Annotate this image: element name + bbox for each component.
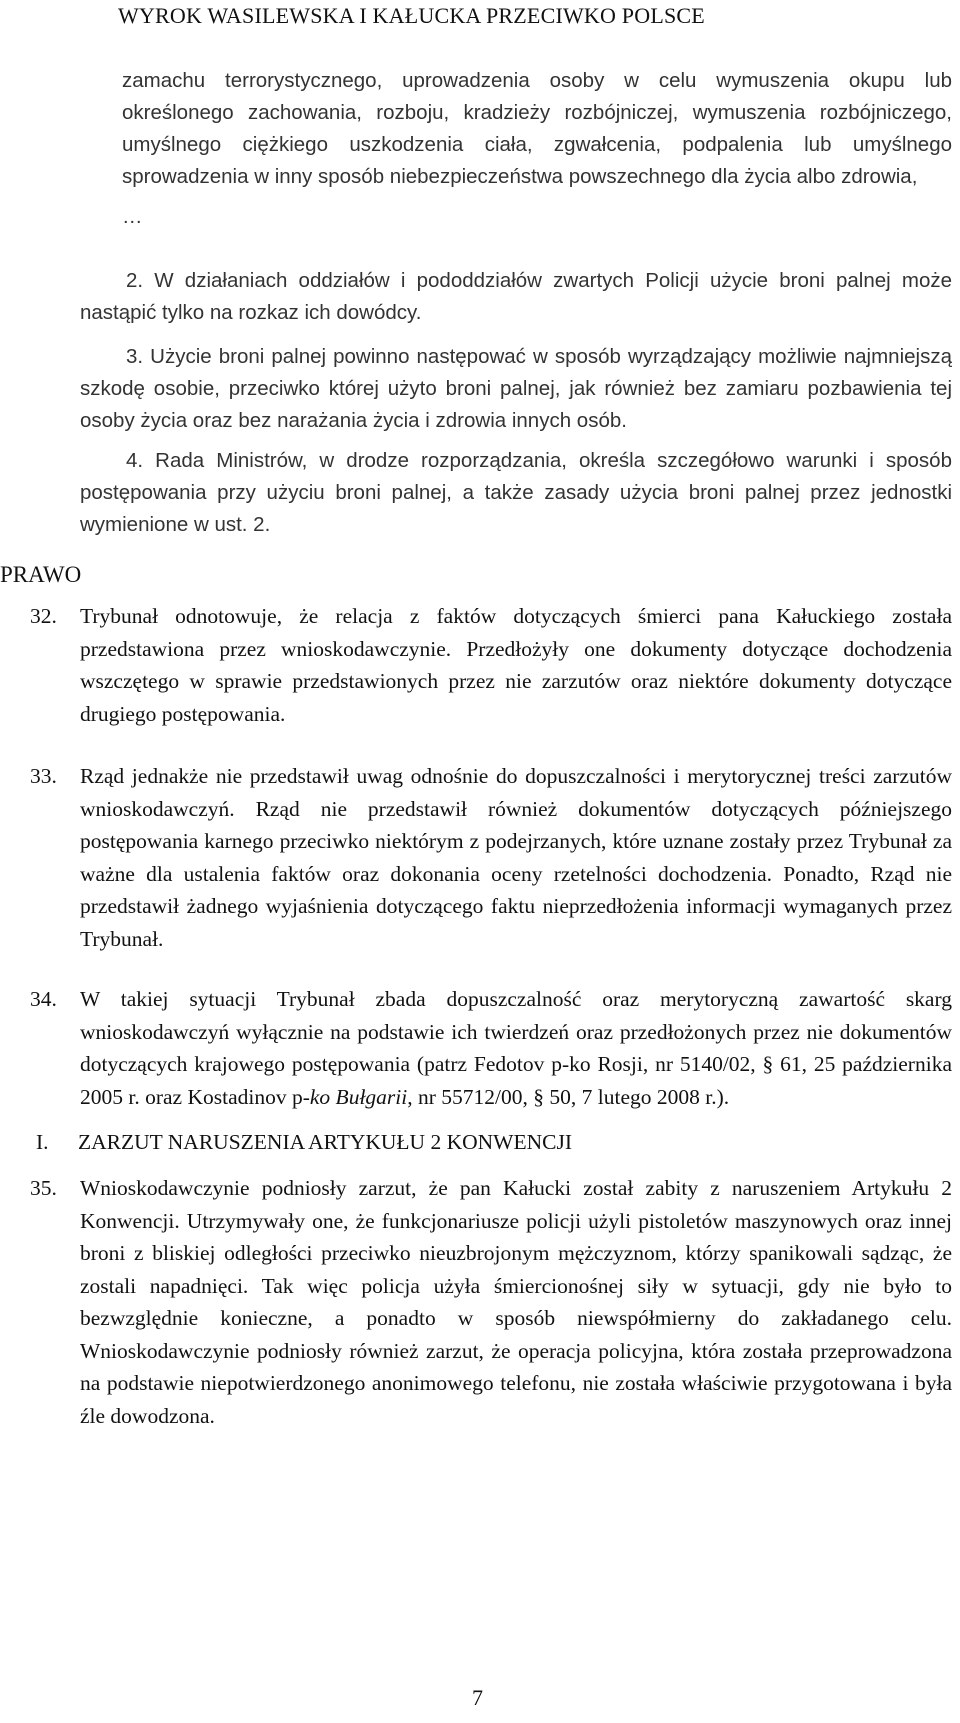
quote-ellipsis: …	[122, 205, 143, 228]
paragraph-35	[30, 1172, 952, 1432]
paragraph-33	[30, 760, 952, 955]
statute-item-2: 2. W działaniach oddziałów i pododdziałów zwartych Policji użycie broni palnej może nastąpić tylko na rozkaz ich dowódcy.	[80, 269, 952, 324]
paragraph-text-part: W takiej sytuacji Trybunał zbada dopuszczalność oraz merytoryczną zawartość skarg wnioskodawczyń wyłącznie na podstawie ich twierdzeń oraz przedłożonych przez nie dokumentów dotyczących krajowego postępowania (patrz Fedotov p-ko Rosji, nr 5140/02, § 61, 25 października 2005 r. oraz Kostadinov p-	[80, 987, 952, 1109]
page-header-title: WYROK WASILEWSKA I KAŁUCKA PRZECIWKO POLSCE	[118, 3, 705, 28]
paragraph-32	[30, 600, 952, 730]
paragraph-number: 35.	[30, 1176, 57, 1200]
quote-text: zamachu terrorystycznego, uprowadzenia osoby w celu wymuszenia okupu lub określonego zachowania, rozboju, kradzieży rozbójniczej, wymuszenia rozbójniczego, umyślnego ciężkiego uszkodzenia ciała, zgwałcenia, podpalenia lub umyślnego sprowadzenia w inny sposób niebezpieczeństwa powszechnego dla życia albo zdrowia,	[122, 69, 952, 188]
case-name-italic: ko Bułgarii	[309, 1084, 408, 1109]
heading-roman-numeral: I.	[36, 1130, 49, 1154]
paragraph-text: Rząd jednakże nie przedstawił uwag odnośnie do dopuszczalności i merytorycznej treści zarzutów wnioskodawczyń. Rząd nie przedstawił również dokumentów dotyczących późniejszego postępowania karnego przeciwko niektórym z podejrzanych, które uznane zostały przez Trybunał za ważne dla ustalenia faktów oraz dokonania oceny rzetelności dochodzenia. Ponadto, Rząd nie przedstawił żadnego wyjaśnienia dotyczącego faktu nieprzedłożenia informacji wymaganych przez Trybunał.	[80, 764, 952, 951]
section-label: PRAWO	[0, 562, 82, 587]
paragraph-number: 32.	[30, 604, 57, 628]
paragraph-34	[30, 983, 952, 1113]
statute-items	[80, 265, 952, 549]
paragraph-number: 33.	[30, 764, 57, 788]
paragraph-number: 34.	[30, 987, 57, 1011]
statute-item-4: 4. Rada Ministrów, w drodze rozporządzania, określa szczegółowo warunki i sposób postępowania przy użyciu broni palnej, a także zasady użycia broni palnej przez jednostki wymienione w ust. 2.	[80, 449, 952, 536]
heading-text: ZARZUT NARUSZENIA ARTYKUŁU 2 KONWENCJI	[78, 1130, 572, 1154]
paragraph-text: Wnioskodawczynie podniosły zarzut, że pan Kałucki został zabity z naruszeniem Artykułu 2 Konwencji. Utrzymywały one, że funkcjonariusze policji użyli pistoletów maszynowych oraz innej broni z bliskiej odległości przeciwko nieuzbrojonym mężczyznom, którzy spanikowali sądząc, że zostali napadnięci. Tak więc policja użyła śmiercionośnej siły w sytuacji, gdy nie było to bezwzględnie konieczne, a ponadto w sposób niewspółmierny do zakładanego celu. Wnioskodawczynie podniosły również zarzut, że operacja policyjna, która została przeprowadzona na podstawie niepotwierdzonego anonimowego telefonu, nie została właściwie przygotowana i była źle dowodzona.	[80, 1176, 952, 1428]
paragraph-text-part: , nr 55712/00, § 50, 7 lutego 2008 r.).	[407, 1084, 730, 1109]
statute-quote	[122, 65, 952, 233]
paragraph-text	[80, 983, 952, 1113]
statute-item-3: 3. Użycie broni palnej powinno następować w sposób wyrządzający możliwie najmniejszą szkodę osobie, przeciwko której użyto broni palnej, jak również bez zamiaru pozbawienia tej osoby życia oraz bez narażania życia i zdrowia innych osób.	[80, 345, 952, 432]
page-number: 7	[472, 1685, 483, 1710]
section-heading	[36, 1130, 572, 1155]
paragraph-text: Trybunał odnotowuje, że relacja z faktów dotyczących śmierci pana Kałuckiego została przedstawiona przez wnioskodawczynie. Przedłożyły one dokumenty dotyczące dochodzenia wszczętego w sprawie przedstawionych przez nie zarzutów oraz niektóre dokumenty dotyczące drugiego postępowania.	[80, 604, 952, 726]
